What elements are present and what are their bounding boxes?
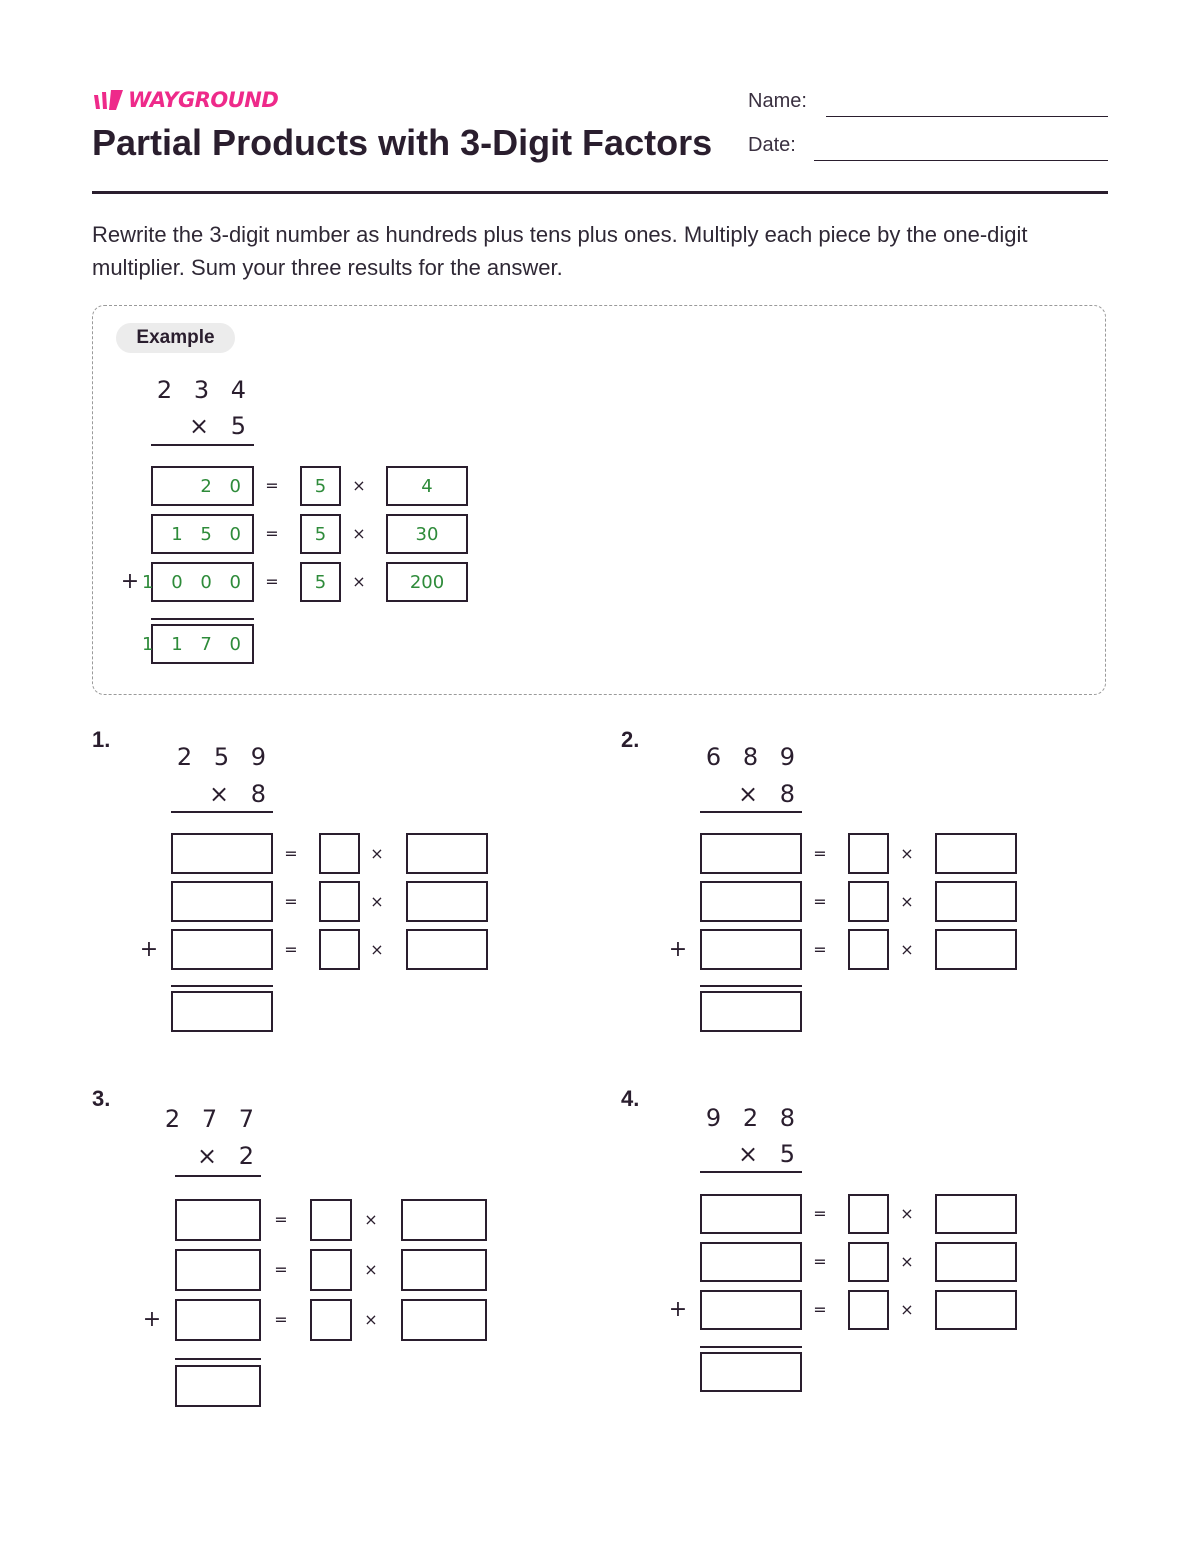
problem-3-factor-input[interactable] — [310, 1199, 352, 1241]
times-sign: × — [900, 844, 914, 863]
problem-2-factor-input[interactable] — [848, 929, 889, 970]
problem-1-sum-line — [171, 985, 273, 987]
problem-1-product-input[interactable] — [171, 833, 273, 874]
problem-2-total-input[interactable] — [700, 991, 802, 1032]
page-title: Partial Products with 3-Digit Factors — [92, 122, 713, 163]
plus-sign: + — [142, 1307, 162, 1332]
problem-1-factor-input[interactable] — [319, 929, 360, 970]
problem-4-part-input[interactable] — [935, 1290, 1017, 1330]
equals-sign: = — [265, 572, 279, 591]
equals-sign: = — [265, 524, 279, 543]
times-sign: × — [370, 940, 384, 959]
equals-sign: = — [265, 476, 279, 495]
problem-1-factor-input[interactable] — [319, 881, 360, 922]
equals-sign: = — [813, 1300, 827, 1319]
example-line — [151, 444, 254, 446]
example-sum-line — [151, 618, 254, 620]
problem-1-multiplier: × 8 — [208, 780, 273, 808]
equals-sign: = — [274, 1260, 288, 1279]
problem-2-product-input[interactable] — [700, 833, 802, 874]
plus-sign: + — [120, 569, 140, 594]
equals-sign: = — [813, 1204, 827, 1223]
problem-2-sum-line — [700, 985, 802, 987]
problem-4-factor-input[interactable] — [848, 1194, 889, 1234]
problem-4-product-input[interactable] — [700, 1290, 802, 1330]
problem-3-factor-input[interactable] — [310, 1249, 352, 1291]
problem-2-factor-input[interactable] — [848, 881, 889, 922]
problem-3-multiplier: × 2 — [196, 1142, 261, 1170]
times-sign: × — [364, 1310, 378, 1329]
problem-1-product-input[interactable] — [171, 881, 273, 922]
example-top-number: 2 3 4 — [156, 376, 253, 404]
instructions-text: Rewrite the 3-digit number as hundreds plus tens plus ones. Multiply each piece by the one-digit multiplier. Sum your three results for the answer. — [92, 222, 1028, 280]
times-sign: × — [900, 1300, 914, 1319]
times-sign: × — [900, 892, 914, 911]
problem-1-number: 1. — [92, 727, 111, 752]
problem-2-part-input[interactable] — [935, 881, 1017, 922]
name-line[interactable] — [826, 116, 1108, 117]
equals-sign: = — [813, 1252, 827, 1271]
problem-2-multiplier: × 8 — [737, 780, 802, 808]
example-factor: 5 — [314, 524, 327, 545]
problem-3-product-input[interactable] — [175, 1299, 261, 1341]
problem-2-part-input[interactable] — [935, 833, 1017, 874]
header-divider — [92, 191, 1108, 194]
problem-3-line — [175, 1175, 261, 1177]
problem-2-factor-input[interactable] — [848, 833, 889, 874]
problem-4-total-input[interactable] — [700, 1352, 802, 1392]
example-part: 4 — [421, 476, 433, 497]
problem-3-part-input[interactable] — [401, 1199, 487, 1241]
problem-2-product-input[interactable] — [700, 929, 802, 970]
times-sign: × — [900, 1252, 914, 1271]
problem-2-product-input[interactable] — [700, 881, 802, 922]
problem-3-top-number: 2 7 7 — [164, 1105, 261, 1133]
problem-4-product-input[interactable] — [700, 1242, 802, 1282]
example-product: 2 0 — [200, 476, 247, 497]
plus-sign: + — [139, 937, 159, 962]
equals-sign: = — [274, 1310, 288, 1329]
problem-2-top-number: 6 8 9 — [705, 743, 802, 771]
example-multiplier: × 5 — [188, 412, 253, 440]
problem-1-part-input[interactable] — [406, 881, 488, 922]
equals-sign: = — [813, 892, 827, 911]
problem-4-part-input[interactable] — [935, 1242, 1017, 1282]
times-sign: × — [900, 940, 914, 959]
problem-4-factor-input[interactable] — [848, 1242, 889, 1282]
example-part: 30 — [415, 524, 439, 545]
problem-1-part-input[interactable] — [406, 929, 488, 970]
brand-logo — [92, 88, 278, 112]
problem-3-factor-input[interactable] — [310, 1299, 352, 1341]
problem-3-number: 3. — [92, 1086, 111, 1111]
example-badge: Example — [116, 323, 235, 353]
example-factor: 5 — [314, 572, 327, 593]
example-total: 1 1 7 0 — [142, 634, 247, 655]
equals-sign: = — [284, 892, 298, 911]
times-sign: × — [352, 524, 366, 543]
times-sign: × — [370, 892, 384, 911]
problem-3-sum-line — [175, 1358, 261, 1360]
plus-sign: + — [668, 937, 688, 962]
date-label: Date: — [748, 134, 796, 156]
problem-3-product-input[interactable] — [175, 1199, 261, 1241]
equals-sign: = — [813, 844, 827, 863]
problem-3-part-input[interactable] — [401, 1299, 487, 1341]
problem-4-top-number: 9 2 8 — [705, 1104, 802, 1132]
example-part: 200 — [409, 572, 445, 593]
brand-name: WAYGROUND — [128, 88, 279, 112]
problem-1-total-input[interactable] — [171, 991, 273, 1032]
problem-2-number: 2. — [621, 727, 640, 752]
problem-2-part-input[interactable] — [935, 929, 1017, 970]
problem-1-part-input[interactable] — [406, 833, 488, 874]
problem-1-factor-input[interactable] — [319, 833, 360, 874]
times-sign: × — [352, 476, 366, 495]
times-sign: × — [900, 1204, 914, 1223]
problem-1-line — [171, 811, 273, 813]
problem-4-multiplier: × 5 — [737, 1140, 802, 1168]
times-sign: × — [370, 844, 384, 863]
problem-4-factor-input[interactable] — [848, 1290, 889, 1330]
wayground-logo-icon — [92, 89, 124, 111]
times-sign: × — [352, 572, 366, 591]
problem-3-part-input[interactable] — [401, 1249, 487, 1291]
example-factor: 5 — [314, 476, 327, 497]
example-product: 1 5 0 — [171, 524, 247, 545]
equals-sign: = — [284, 844, 298, 863]
equals-sign: = — [284, 940, 298, 959]
problem-4-line — [700, 1171, 802, 1173]
times-sign: × — [364, 1260, 378, 1279]
problem-4-sum-line — [700, 1346, 802, 1348]
problem-3-product-input[interactable] — [175, 1249, 261, 1291]
problem-2-line — [700, 811, 802, 813]
problem-1-product-input[interactable] — [171, 929, 273, 970]
equals-sign: = — [274, 1210, 288, 1229]
equals-sign: = — [813, 940, 827, 959]
problem-3-total-input[interactable] — [175, 1365, 261, 1407]
problem-4-number: 4. — [621, 1086, 640, 1111]
problem-4-product-input[interactable] — [700, 1194, 802, 1234]
problem-1-top-number: 2 5 9 — [176, 743, 273, 771]
times-sign: × — [364, 1210, 378, 1229]
example-product: 1 0 0 0 — [142, 572, 247, 593]
name-label: Name: — [748, 90, 807, 112]
plus-sign: + — [668, 1297, 688, 1322]
date-line[interactable] — [814, 160, 1108, 161]
problem-4-part-input[interactable] — [935, 1194, 1017, 1234]
